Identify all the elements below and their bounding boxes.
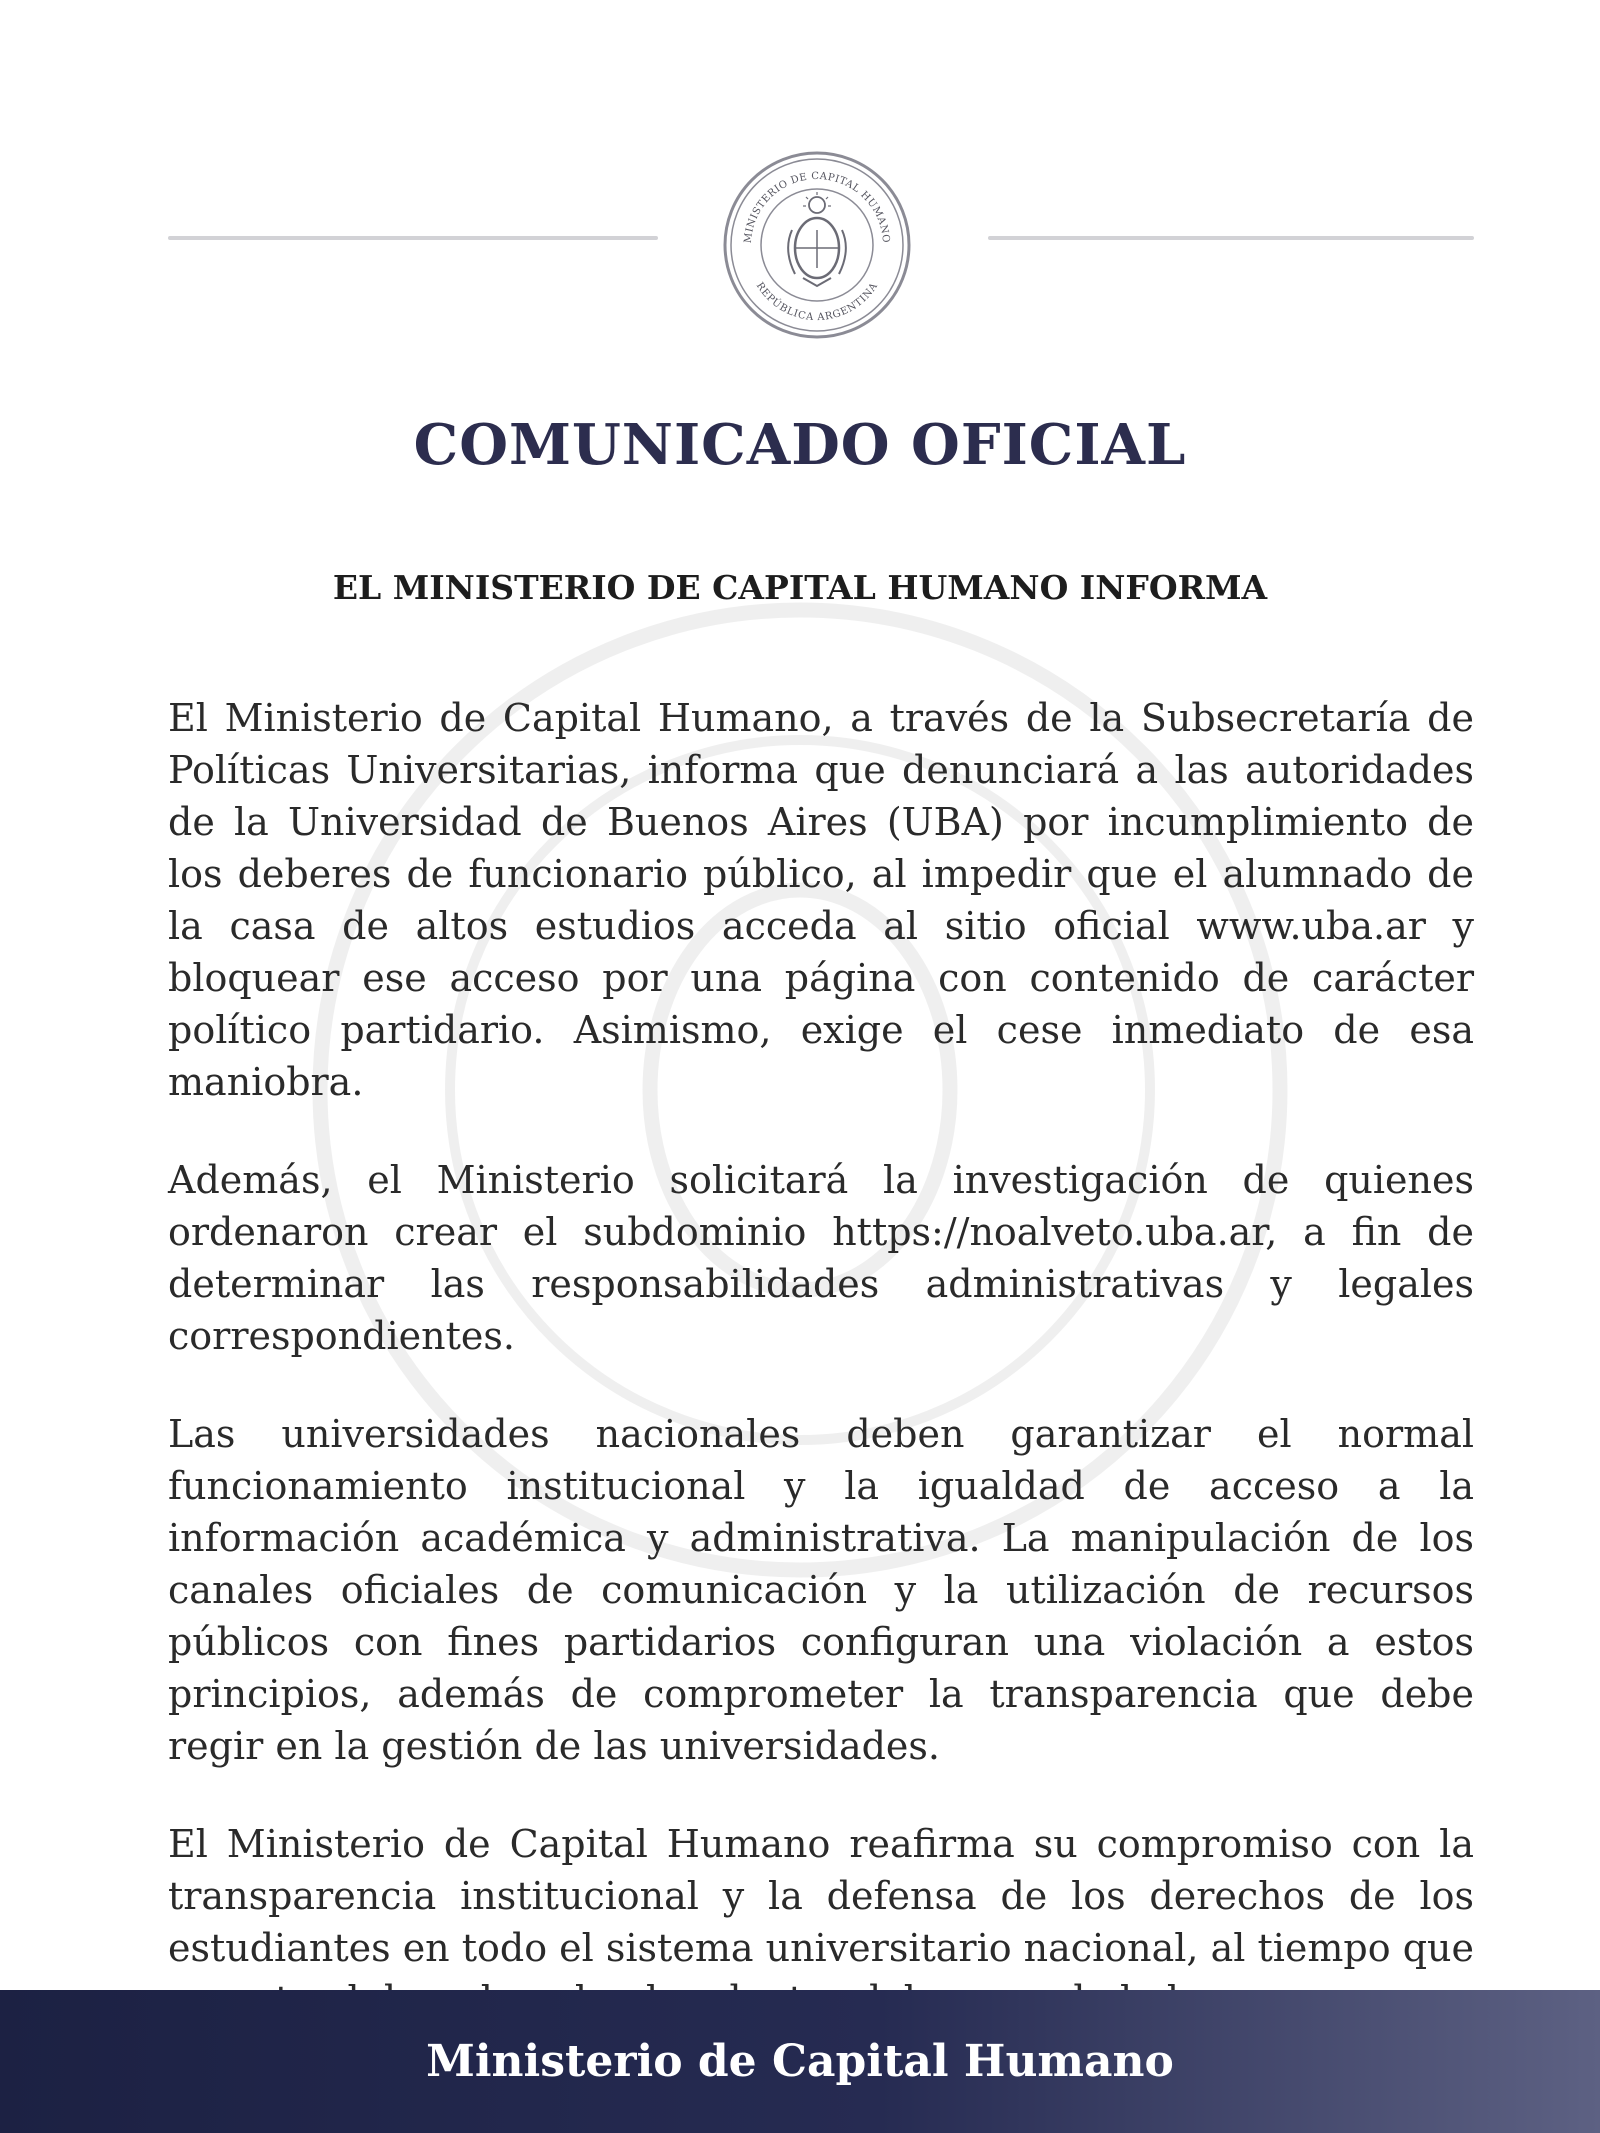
divider-right [988,236,1474,240]
header [0,150,1600,330]
page-subtitle: EL MINISTERIO DE CAPITAL HUMANO INFORMA [332,568,1268,607]
seal-top-text: MINISTERIO DE CAPITAL HUMANO [742,170,892,244]
statement-body [168,692,1474,2072]
footer-bar [0,1990,1600,2133]
paragraph-2: Además, el Ministerio solicitará la investigación de quienes ordenaron crear el subdominio https://noalveto.uba.ar, a fin de determinar las responsabilidades administrativas y legales correspondientes. [168,1158,1474,1358]
paragraph-4: El Ministerio de Capital Humano reafirma su compromiso con la transparencia institucional y la defensa de los derechos de los estudiantes en todo el sistema universitario nacional, al tiempo que [168,1822,1474,1970]
paragraph-3: Las universidades nacionales deben garantizar el normal funcionamiento institucional y la igualdad de acceso a la información académica y administrativa. La manipulación de los canales oficiales de comunicación y la utilización de recursos públicos con fines partidarios configuran una violación a estos principios, además de comprometer la transparencia que debe regir en la gestión de las universidades. [168,1412,1474,1768]
coat-of-arms-seal-icon [717,150,917,340]
divider-left [168,236,658,240]
page-title: COMUNICADO OFICIAL [413,412,1187,478]
paragraph-1: El Ministerio de Capital Humano, a través de la Subsecretaría de Políticas Universitarias, informa que denunciará a las autoridades de la Universidad de Buenos Aires (UBA) por incumplimiento de los deberes de funcionario público, al impedir que el alumnado de la casa de altos estudios acceda al sitio oficial www.uba.ar y bloquear ese acceso por una página con contenido de carácter político partidario. Asimismo, exige el cese inmediato de esa maniobra. [168,696,1474,1104]
footer-ministry-name: Ministerio de Capital Humano [426,2036,1174,2087]
seal-bottom-text: REPÚBLICA ARGENTINA [753,280,881,324]
